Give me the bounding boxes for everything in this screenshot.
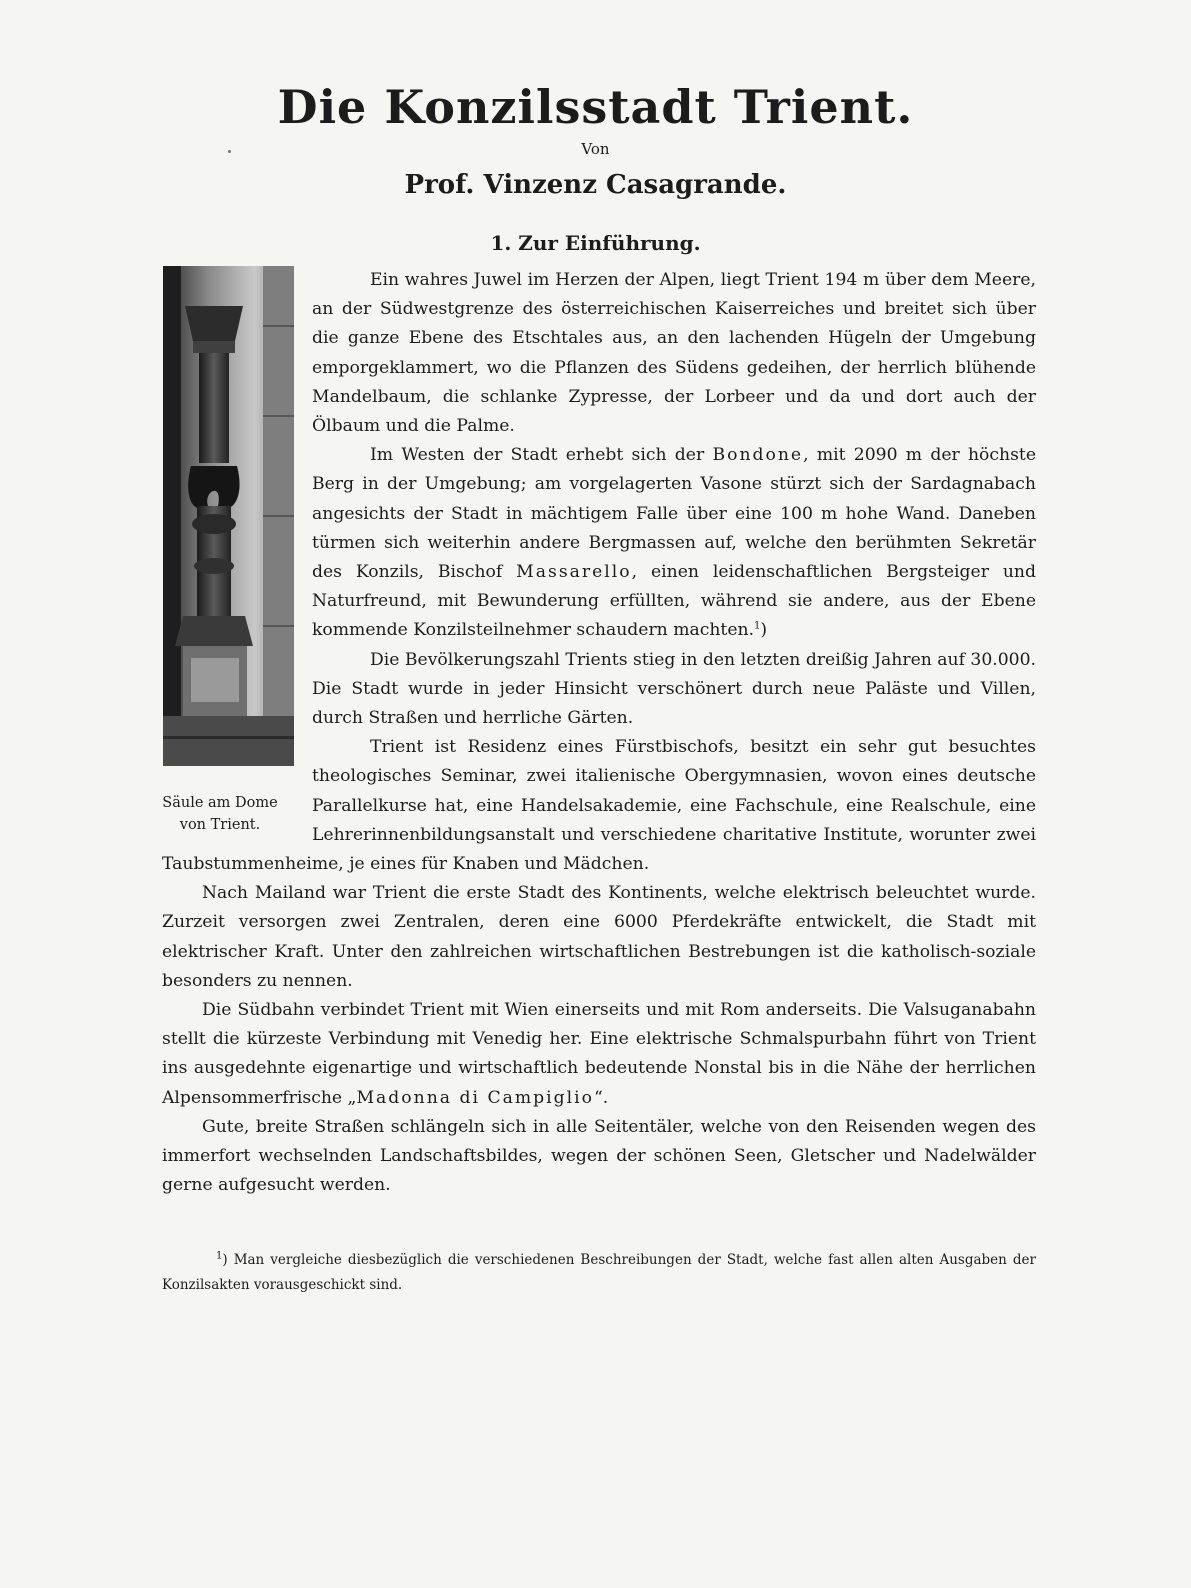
footnote-marker: 1 (216, 1250, 223, 1262)
caption-line-2: von Trient. (179, 817, 261, 833)
footnote-text: ) Man vergleiche diesbezüglich die verschiedenen Beschreibungen der Stadt, welche fast allen alten Ausgaben der Konzilsakten vorausgeschickt sind. (162, 1252, 1036, 1293)
paragraph-6 (162, 996, 1036, 1113)
paragraph-1: Ein wahres Juwel im Herzen der Alpen, liegt Trient 194 m über dem Meere, an der Südwestgrenze des österreichischen Kaiserreiches und breitet sich über die ganze Ebene des Etschtales aus, an den lachenden Hügeln der Umgebung emporgeklammert, wo die Pflanzen des Südens gedeihen, der herrlich blühende Mandelbaum, die schlanke Zypresse, der Lorbeer und da und dort auch der Ölbaum und die Palme. (312, 270, 1036, 437)
paragraph-5: Nach Mailand war Trient die erste Stadt des Kontinents, welche elektrisch beleuchtet wurde. Zurzeit versorgen zwei Zentralen, deren eine 6000 Pferdekräfte entwickelt, die Stadt mit elektrischer Kraft. Unter den zahlreichen wirtschaftlichen Bestrebungen ist die katholisch-soziale besonders zu nennen. (162, 883, 1036, 991)
article-body (162, 266, 1036, 1201)
paragraph-7: Gute, breite Straßen schlängeln sich in alle Seitentäler, welche von den Reisenden wegen des immerfort wechselnden Landschaftsbildes, wegen der schönen Seen, Gletscher und Nadelwälder gerne aufgesucht werden. (162, 1116, 1036, 1196)
p2-name-massarello: Massarello (516, 562, 632, 583)
author-name: Prof. Vinzenz Casagrande. (404, 170, 787, 200)
p6-text-b: “. (594, 1087, 609, 1108)
p6-text-a: Die Südbahn verbindet Trient mit Wien einerseits und mit Rom anderseits. Die Valsuganabahn stellt die kürzeste Verbindung mit Venedig her. Eine elektrische Schmalspurbahn führt von Trient ins ausgedehnte eigenartige und wirtschaftlich bedeutende Nonstal bis in die Nähe der herrlichen Alpensommerfrische „ (162, 1000, 1036, 1108)
p6-name-campiglio: Madonna di Campiglio (356, 1087, 594, 1108)
footnote-ref: 1 (754, 620, 761, 632)
paragraph-4: Trient ist Residenz eines Fürstbischofs, besitzt ein sehr gut besuchtes theologisches Seminar, zwei italienische Obergymnasien, wovon eines deutsche Parallelkurse hat, eine Handelsakademie, eine Fachschule, eine Realschule, eine Lehrerinnenbildungsanstalt und verschiedene charitative Institute, worunter zwei Taubstummenheime, je eines für Knaben und Mädchen. (162, 737, 1036, 875)
p2-name-bondone: Bondone (712, 445, 804, 466)
section-heading: 1. Zur Einführung. (490, 231, 701, 255)
caption-line-1: Säule am Dome (162, 795, 278, 811)
p2-text-b: , mit 2090 m der höchste Berg in der Umgebung; am vorgelagerten Vasone stürzt sich der Sardagnabach angesichts der Stadt in mächtigem Falle über eine 100 m hohe Wand. Daneben türmen sich weiterhin andere Bergmassen auf, welche den berühmten Sekretär des Konzils, Bischof (312, 445, 1036, 583)
p2-text-a: Im Westen der Stadt erhebt sich der (370, 445, 713, 466)
article-title: Die Konzilsstadt Trient. (277, 80, 914, 134)
byline: Von (581, 140, 610, 158)
footnote (162, 1248, 1036, 1298)
p2-text-c: , einen leidenschaftlichen Bergsteiger und Naturfreund, mit Bewunderung erfüllten, während sie andere, aus der Ebene kommende Konzilsteilnehmer schaudern machten. (312, 562, 1036, 641)
figure-space (162, 266, 312, 846)
p2-close: ) (760, 620, 768, 641)
paragraph-3: Die Bevölkerungszahl Trients stieg in den letzten dreißig Jahren auf 30.000. Die Stadt wurde in jeder Hinsicht verschönert durch neue Paläste und Villen, durch Straßen und herrliche Gärten. (312, 649, 1037, 729)
